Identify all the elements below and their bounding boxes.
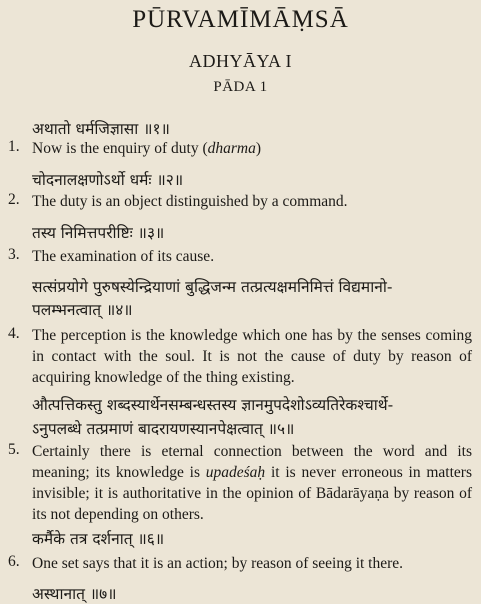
sutra-3-number: 3.	[8, 246, 20, 263]
sutra-4-translation: The perception is the knowledge which one has by the senses coming in contact with the soul. It is not the cause of duty by reason of acquiring knowledge of the thing existing.	[32, 327, 472, 386]
sutra-2-translation: The duty is an object distinguished by a command.	[32, 193, 348, 210]
sutra-2-number: 2.	[8, 191, 20, 208]
sutra-5-translation: Certainly there is eternal connection between the word and its meaning; its knowledge is upadeśaḥ it is never erroneous in matters invisible; it is authoritative in the opinion of Bādarāyaṇa by reason of its not depending on others.	[32, 443, 472, 523]
sutra-3-translation: The examination of its cause.	[32, 248, 215, 265]
sutra-7-sanskrit: अस्थानात् ॥७॥	[32, 585, 117, 603]
sutra-1-translation: Now is the enquiry of duty (dharma)	[32, 140, 262, 157]
sutra-5-sanskrit-line-2: ऽनुपलब्धे तत्प्रमाणं बादरायणस्यानपेक्षत्वात् ॥५॥	[32, 420, 295, 438]
chapter-heading: ADHYĀYA I	[189, 51, 292, 71]
sutra-2-sanskrit: चोदनालक्षणोऽर्थो धर्मः ॥२॥	[32, 171, 184, 189]
sutra-1-number: 1.	[8, 138, 20, 155]
sutra-6-number: 6.	[8, 553, 20, 570]
sutra-6-sanskrit: कर्मैके तत्र दर्शनात् ॥६॥	[32, 530, 165, 548]
sutra-3-sanskrit: तस्य निमित्तपरीष्टिः ॥३॥	[32, 224, 165, 242]
sutra-5-sanskrit-line-1: औत्पत्तिकस्तु शब्दस्यार्थेनसम्बन्धस्तस्य ज्ञानमुपदेशोऽव्यतिरेकश्चार्थे-	[32, 396, 394, 414]
page-title: PŪRVAMĪMĀṂSĀ	[132, 6, 349, 33]
sutra-4-sanskrit-line-2: पलम्भनत्वात् ॥४॥	[32, 301, 133, 319]
sutra-4-sanskrit-line-1: सत्संप्रयोगे पुरुषस्येन्द्रियाणां बुद्धिजन्म तत्प्रत्यक्षमनिमित्तं विद्यमानो-	[32, 278, 393, 296]
section-heading: PĀDA 1	[213, 79, 268, 95]
sutra-1-sanskrit: अथातो धर्मजिज्ञासा ॥१॥	[32, 120, 170, 138]
sutra-6-translation: One set says that it is an action; by reason of seeing it there.	[32, 555, 404, 572]
sutra-5-number: 5.	[8, 441, 20, 458]
sutra-4-number: 4.	[8, 325, 20, 342]
